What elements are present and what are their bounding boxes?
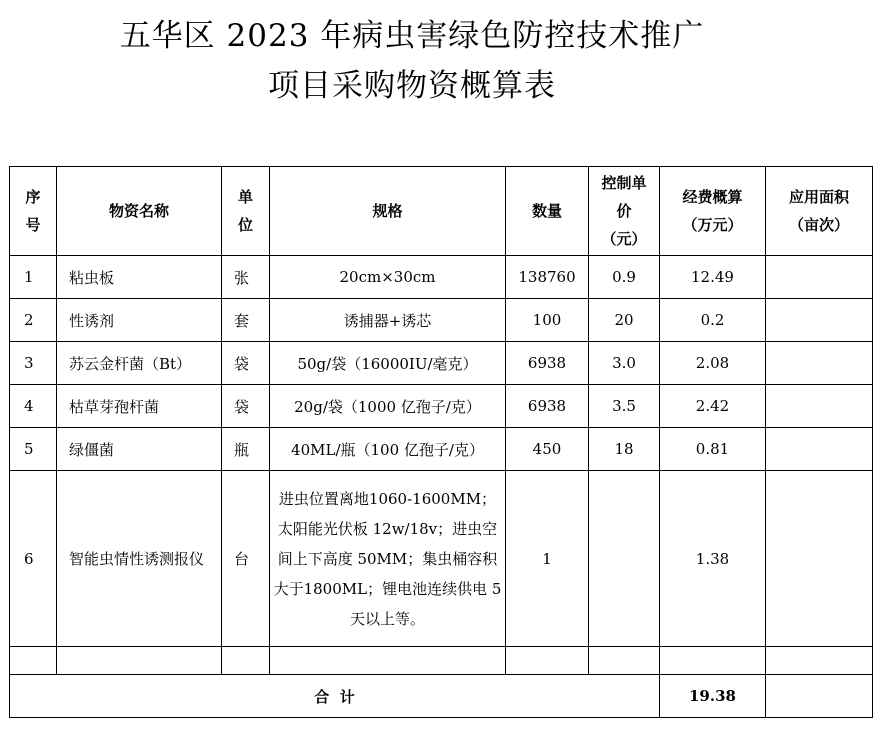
cell-name: 绿僵菌 [57, 428, 222, 471]
table-row [10, 342, 873, 385]
empty-cell [270, 647, 506, 675]
cell-qty: 450 [506, 428, 589, 471]
document-title-line1: 五华区 2023 年病虫害绿色防控技术推广 [119, 18, 705, 54]
cell-spec: 50g/袋（16000IU/毫克） [270, 342, 506, 385]
cell-price [589, 471, 660, 647]
procurement-budget-table [9, 166, 873, 718]
total-row [10, 675, 873, 718]
cell-index: 6 [10, 471, 57, 647]
cell-budget: 2.08 [660, 342, 766, 385]
cell-unit: 袋 [222, 342, 270, 385]
cell-price: 20 [589, 299, 660, 342]
empty-cell [57, 647, 222, 675]
cell-unit: 张 [222, 256, 270, 299]
cell-budget: 0.81 [660, 428, 766, 471]
cell-budget: 0.2 [660, 299, 766, 342]
cell-name: 枯草芽孢杆菌 [57, 385, 222, 428]
cell-spec: 20g/袋（1000 亿孢子/克） [270, 385, 506, 428]
header-spec: 规格 [270, 167, 506, 256]
table-row [10, 428, 873, 471]
empty-cell [506, 647, 589, 675]
cell-name: 智能虫情性诱测报仪 [57, 471, 222, 647]
cell-index: 2 [10, 299, 57, 342]
cell-spec: 诱捕器+诱芯 [270, 299, 506, 342]
cell-price: 0.9 [589, 256, 660, 299]
cell-qty: 6938 [506, 342, 589, 385]
cell-spec: 20cm×30cm [270, 256, 506, 299]
cell-unit: 袋 [222, 385, 270, 428]
cell-index: 3 [10, 342, 57, 385]
empty-cell [766, 647, 873, 675]
cell-price: 18 [589, 428, 660, 471]
cell-area [766, 342, 873, 385]
header-index: 序号 [10, 167, 57, 256]
total-area [766, 675, 873, 718]
table-row [10, 299, 873, 342]
cell-index: 5 [10, 428, 57, 471]
cell-name: 性诱剂 [57, 299, 222, 342]
header-qty: 数量 [506, 167, 589, 256]
header-row [10, 167, 873, 256]
header-budget: 经费概算（万元） [660, 167, 766, 256]
cell-area [766, 471, 873, 647]
total-label: 合 计 [10, 675, 660, 718]
empty-cell [589, 647, 660, 675]
empty-cell [660, 647, 766, 675]
document-title-line2: 项目采购物资概算表 [268, 68, 556, 104]
cell-area [766, 385, 873, 428]
table-row [10, 256, 873, 299]
cell-index: 4 [10, 385, 57, 428]
cell-unit: 套 [222, 299, 270, 342]
header-name: 物资名称 [57, 167, 222, 256]
cell-area [766, 299, 873, 342]
empty-cell [222, 647, 270, 675]
cell-spec: 进虫位置离地1060-1600MM；太阳能光伏板 12w/18v；进虫空间上下高度 50MM；集虫桶容积大于1800ML；锂电池连续供电 5 天以上等。 [270, 471, 506, 647]
table-row-empty [10, 647, 873, 675]
cell-qty: 100 [506, 299, 589, 342]
cell-qty: 138760 [506, 256, 589, 299]
cell-qty: 1 [506, 471, 589, 647]
cell-budget: 1.38 [660, 471, 766, 647]
header-price: 控制单价（元） [589, 167, 660, 256]
cell-name: 苏云金杆菌（Bt） [57, 342, 222, 385]
cell-area [766, 428, 873, 471]
cell-area [766, 256, 873, 299]
header-area: 应用面积（亩次） [766, 167, 873, 256]
cell-qty: 6938 [506, 385, 589, 428]
cell-budget: 2.42 [660, 385, 766, 428]
cell-spec: 40ML/瓶（100 亿孢子/克） [270, 428, 506, 471]
header-unit: 单位 [222, 167, 270, 256]
cell-name: 粘虫板 [57, 256, 222, 299]
cell-unit: 瓶 [222, 428, 270, 471]
empty-cell [10, 647, 57, 675]
cell-price: 3.0 [589, 342, 660, 385]
table-row [10, 471, 873, 647]
cell-budget: 12.49 [660, 256, 766, 299]
total-value: 19.38 [660, 675, 766, 718]
cell-unit: 台 [222, 471, 270, 647]
cell-price: 3.5 [589, 385, 660, 428]
cell-index: 1 [10, 256, 57, 299]
table-row [10, 385, 873, 428]
